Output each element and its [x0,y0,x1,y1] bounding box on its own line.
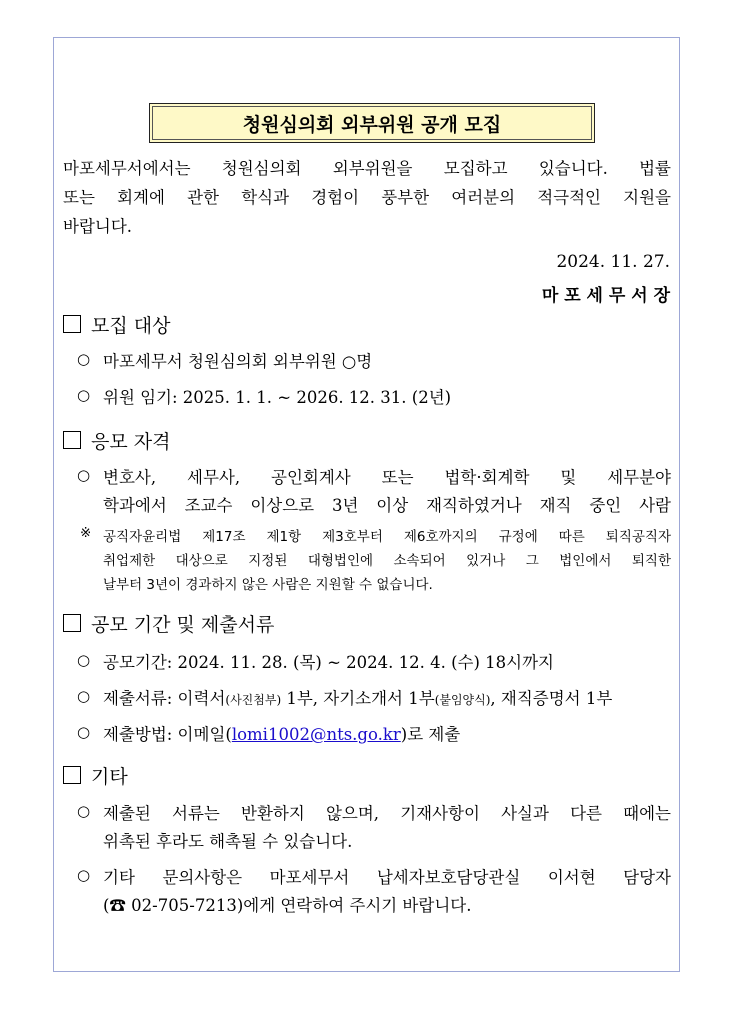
section-qualification-heading [63,427,170,454]
bullet-circle-icon: ○ [77,687,91,705]
target-item-1: 마포세무서 청원심의회 외부위원 ○명 [103,352,373,371]
section-etc-heading [63,762,128,789]
bullet-circle-icon: ○ [77,723,91,741]
checkbox-square-icon [63,431,81,449]
page-title: 청원심의회 외부위원 공개 모집 [149,103,595,143]
qualification-note-line-1: 공직자윤리법 제17조 제1항 제3호부터 제6호까지의 규정에 따른 퇴직공직자 [103,529,671,545]
notice-date: 2024. 11. 27. [556,252,670,272]
documents-mid: 1부, 자기소개서 1부 [281,689,435,708]
intro-line-1: 마포세무서에서는 청원심의회 외부위원을 모집하고 있습니다. 법률 [63,159,671,178]
section-period-heading [63,610,274,637]
checkbox-square-icon [63,614,81,632]
etc-item-1-line-2: 위촉된 후라도 해촉될 수 있습니다. [103,832,353,851]
photo-note: (사진첨부) [225,693,282,707]
qualification-item-1-line-1: 변호사, 세무사, 공인회계사 또는 법학·회계학 및 세무분야 [103,468,671,487]
email-link[interactable]: lomi1002@nts.go.kr [231,725,401,744]
intro-line-3: 바랍니다. [63,217,133,236]
documents-label: 제출서류: 이력서 [103,689,226,708]
section-target-heading [63,311,170,338]
note-mark: ※ [80,525,92,541]
bullet-circle-icon: ○ [77,866,91,884]
submit-method-label: 제출방법: 이메일( [103,725,232,744]
documents-end: , 재직증명서 1부 [490,689,613,708]
qualification-note-line-2: 취업제한 대상으로 지정된 대형법인에 소속되어 있거나 그 법인에서 퇴직한 [103,553,671,569]
target-item-2: 위원 임기: 2025. 1. 1. ~ 2026. 12. 31. (2년) [103,388,452,407]
section-period-title: 공모 기간 및 제출서류 [91,614,275,636]
bullet-circle-icon: ○ [77,651,91,669]
qualification-item-1-line-2: 학과에서 조교수 이상으로 3년 이상 재직하였거나 재직 중인 사람 [103,496,671,515]
qualification-note-line-3: 날부터 3년이 경과하지 않은 사람은 지원할 수 없습니다. [103,577,433,593]
intro-line-2: 또는 회계에 관한 학식과 경험이 풍부한 여러분의 적극적인 지원을 [63,188,671,207]
bullet-circle-icon: ○ [77,386,91,404]
section-etc-title: 기타 [91,766,128,788]
period-item-1: 공모기간: 2024. 11. 28. (목) ~ 2024. 12. 4. (수) 18시까지 [103,653,554,672]
checkbox-square-icon [63,315,81,333]
section-target-title: 모집 대상 [91,315,171,337]
section-qualification-title: 응모 자격 [91,431,171,453]
etc-item-2-line-1: 기타 문의사항은 마포세무서 납세자보호담당관실 이서현 담당자 [103,868,671,887]
signer: 마 포 세 무 서 장 [541,286,670,306]
period-item-2 [103,685,612,709]
etc-item-1-line-1: 제출된 서류는 반환하지 않으며, 기재사항이 사실과 다른 때에는 [103,804,671,823]
bullet-circle-icon: ○ [77,350,91,368]
etc-item-2-line-2: (☎ 02-705-7213)에게 연락하여 주시기 바랍니다. [103,896,472,915]
checkbox-square-icon [63,766,81,784]
bullet-circle-icon: ○ [77,802,91,820]
period-item-3 [103,721,460,745]
submit-method-end: )로 제출 [400,725,461,744]
bullet-circle-icon: ○ [77,466,91,484]
attachment-note: (붙임양식) [434,693,491,707]
